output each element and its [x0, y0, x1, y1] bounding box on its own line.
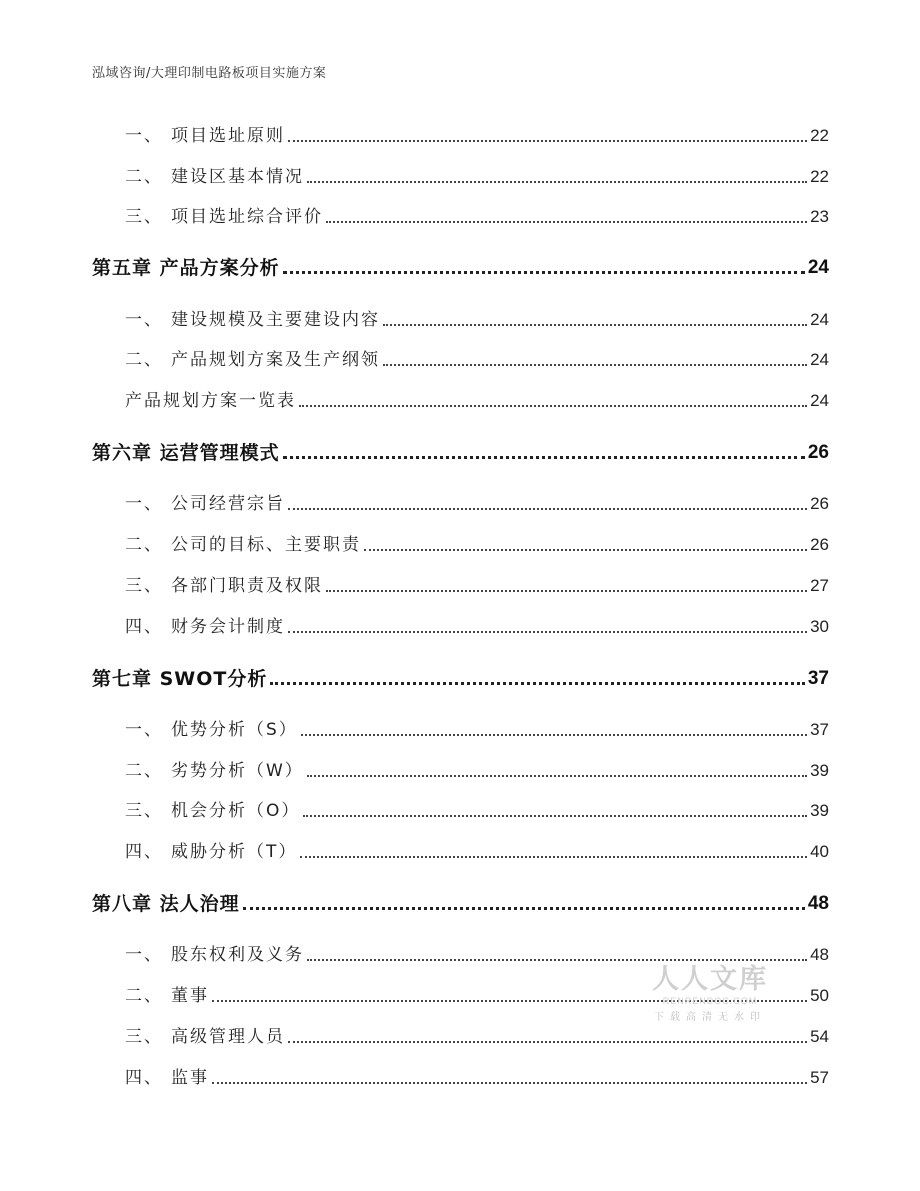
toc-dot-leader: [301, 734, 807, 736]
toc-section-entry[interactable]: [92, 575, 829, 597]
toc-entry-title: 产品规划方案及生产纲领: [171, 350, 380, 370]
toc-section-entry[interactable]: [92, 760, 829, 782]
toc-entry-number: 二、: [125, 167, 163, 187]
toc-entry-number: 四、: [125, 1068, 163, 1088]
toc-page-number: 23: [810, 207, 829, 226]
toc-entry-title: 第七章 SWOT分析: [92, 668, 268, 690]
toc-section-entry[interactable]: [92, 841, 829, 863]
toc-dot-leader: [243, 907, 805, 910]
toc-dot-leader: [326, 590, 807, 592]
toc-page-number: 39: [810, 801, 829, 820]
toc-page-number: 24: [810, 391, 829, 410]
toc-section-entry[interactable]: [92, 390, 829, 412]
toc-chapter-entry[interactable]: [92, 442, 829, 464]
toc-entry-number: 三、: [125, 1027, 163, 1047]
toc-section-entry[interactable]: [92, 493, 829, 515]
toc-page-number: 26: [807, 442, 829, 463]
toc-entry-title: 股东权利及义务: [171, 945, 304, 965]
toc-page-number: 24: [807, 257, 829, 278]
toc-entry-title: 优势分析（S）: [171, 720, 298, 740]
toc-dot-leader: [303, 815, 807, 817]
toc-entry-title: 公司的目标、主要职责: [171, 535, 361, 555]
toc-section-entry[interactable]: [92, 616, 829, 638]
toc-page-number: 48: [807, 893, 829, 914]
toc-entry-title: 产品规划方案一览表: [125, 391, 296, 411]
toc-entry-title: 第六章 运营管理模式: [92, 442, 280, 464]
toc-dot-leader: [288, 140, 807, 142]
toc-page-number: 26: [810, 535, 829, 554]
toc-section-entry[interactable]: [92, 349, 829, 371]
toc-entry-title: 建设区基本情况: [171, 167, 304, 187]
toc-page-number: 50: [810, 986, 829, 1005]
toc-dot-leader: [283, 271, 805, 274]
toc-section-entry[interactable]: [92, 166, 829, 188]
page-header: 泓域咨询/大理印制电路板项目实施方案: [92, 66, 327, 81]
toc-entry-number: 四、: [125, 617, 163, 637]
toc-page-number: 37: [807, 668, 829, 689]
toc-entry-number: 一、: [125, 494, 163, 514]
toc-chapter-entry[interactable]: [92, 893, 829, 915]
toc-dot-leader: [283, 456, 805, 459]
toc-dot-leader: [300, 856, 807, 858]
toc-page-number: 24: [810, 310, 829, 329]
toc-entry-number: 二、: [125, 761, 163, 781]
toc-entry-number: 二、: [125, 535, 163, 555]
toc-entry-number: 二、: [125, 986, 163, 1006]
toc-entry-number: 一、: [125, 945, 163, 965]
toc-entry-number: 一、: [125, 310, 163, 330]
toc-entry-title: 财务会计制度: [171, 617, 285, 637]
toc-entry-title: 第五章 产品方案分析: [92, 257, 280, 279]
toc-page-number: 48: [810, 945, 829, 964]
toc-page-number: 39: [810, 761, 829, 780]
toc-entry-title: 高级管理人员: [171, 1027, 285, 1047]
toc-dot-leader: [270, 682, 804, 685]
toc-chapter-entry[interactable]: [92, 668, 829, 690]
toc-entry-number: 二、: [125, 350, 163, 370]
toc-entry-title: 公司经营宗旨: [171, 494, 285, 514]
toc-page-number: 40: [810, 842, 829, 861]
toc-entry-number: 三、: [125, 801, 163, 821]
toc-section-entry[interactable]: [92, 309, 829, 331]
toc-section-entry[interactable]: [92, 1026, 829, 1048]
toc-entry-number: 一、: [125, 126, 163, 146]
toc-dot-leader: [288, 1041, 807, 1043]
toc-page-number: 22: [810, 167, 829, 186]
toc-entry-title: 项目选址原则: [171, 126, 285, 146]
toc-dot-leader: [307, 181, 807, 183]
toc-dot-leader: [299, 405, 807, 407]
toc-page-number: 54: [810, 1027, 829, 1046]
toc-page-number: 30: [810, 617, 829, 636]
toc-entry-title: 各部门职责及权限: [171, 576, 323, 596]
toc-entry-number: 三、: [125, 576, 163, 596]
toc-dot-leader: [288, 631, 807, 633]
toc-dot-leader: [212, 1082, 807, 1084]
toc-chapter-entry[interactable]: [92, 257, 829, 279]
toc-page-number: 27: [810, 576, 829, 595]
toc-entry-title: 项目选址综合评价: [171, 207, 323, 227]
toc-entry-title: 监事: [171, 1068, 209, 1088]
toc-section-entry[interactable]: [92, 1067, 829, 1089]
toc-entry-title: 第八章 法人治理: [92, 893, 240, 915]
toc-entry-number: 三、: [125, 207, 163, 227]
watermark-slogan: 下载高清无水印: [654, 1012, 766, 1023]
toc-dot-leader: [383, 364, 807, 366]
toc-section-entry[interactable]: [92, 534, 829, 556]
toc-section-entry[interactable]: [92, 719, 829, 741]
toc-page-number: 57: [810, 1068, 829, 1087]
toc-entry-title: 建设规模及主要建设内容: [171, 310, 380, 330]
toc-entry-number: 四、: [125, 842, 163, 862]
toc-entry-title: 机会分析（O）: [171, 801, 301, 821]
toc-page-number: 37: [810, 720, 829, 739]
toc-dot-leader: [307, 775, 807, 777]
toc-entry-title: 劣势分析（W）: [171, 761, 304, 781]
toc-page-number: 24: [810, 350, 829, 369]
toc-entry-number: 一、: [125, 720, 163, 740]
toc-page-number: 26: [810, 494, 829, 513]
toc-section-entry[interactable]: [92, 800, 829, 822]
watermark-logo: [645, 957, 775, 1023]
toc-section-entry[interactable]: [92, 206, 829, 228]
toc-dot-leader: [364, 549, 807, 551]
toc-entry-title: 威胁分析（T）: [171, 842, 298, 862]
toc-entry-title: 董事: [171, 986, 209, 1006]
watermark-url: RENRENDOC.COM: [662, 996, 758, 1006]
toc-dot-leader: [383, 324, 807, 326]
toc-page-number: 22: [810, 126, 829, 145]
toc-dot-leader: [326, 221, 807, 223]
toc-section-entry[interactable]: [92, 125, 829, 147]
toc-dot-leader: [288, 508, 807, 510]
watermark-brand: 人人文库: [652, 964, 768, 995]
